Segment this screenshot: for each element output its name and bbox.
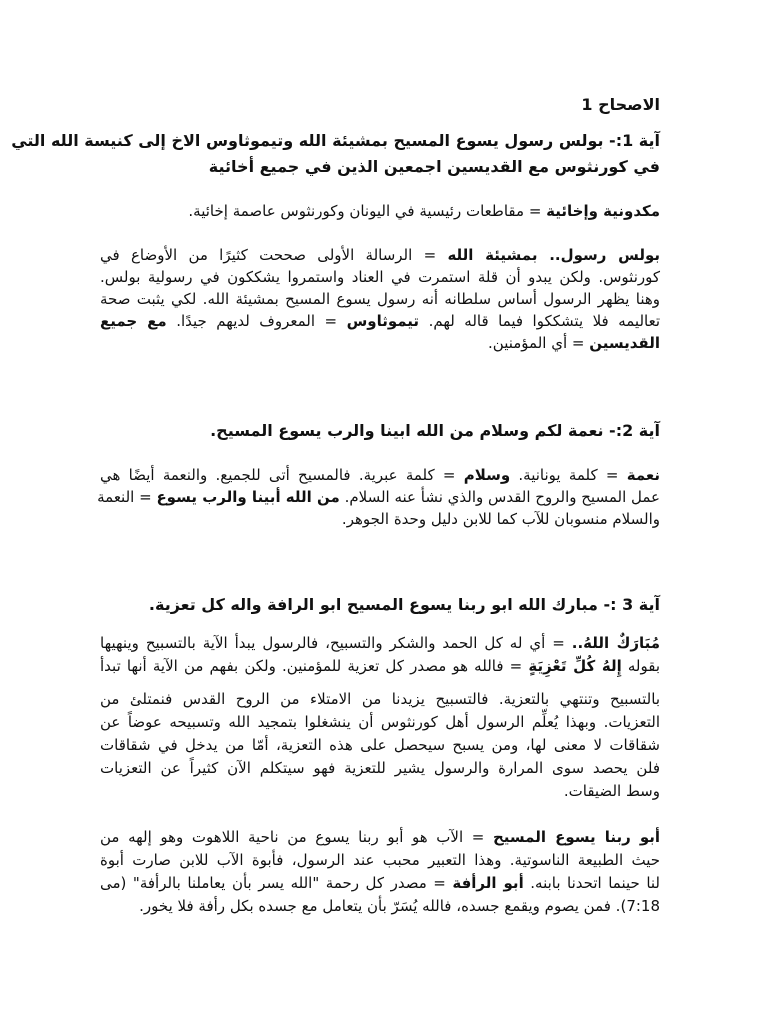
paul-paragraph-line-5 [100,332,660,354]
term: مُبَارَكٌ اللهُ.. [571,634,660,652]
father-paragraph-line-2: حيث الطبيعة الناسوتية. وهذا التعبير محبب عند الرسول، فأبوة الآب للابن صارت أبوة [100,851,660,869]
term: وسلام [463,466,511,484]
text: بقوله [621,657,660,675]
text: عمل المسيح والروح القدس والذي نشأ عنه السلام. [339,488,660,506]
text: تعاليمه فلا يتشككوا فيما قاله لهم. [419,312,660,330]
term: إِلهُ كُلِّ تَعْزِيَةٍ [528,657,622,675]
term: تيموثاوس [346,312,420,330]
term: مع جميع [100,312,167,330]
term: القديسين [589,334,660,352]
text: = مقاطعات رئيسية في اليونان وكورنثوس عاصمة إخائية. [188,202,547,220]
term: أبو الرأفة [452,874,524,892]
term: نعمة [626,466,660,484]
text: = أي له كل الحمد والشكر والتسبيح، فالرسول يبدأ الآية بالتسبيح وينهيها [100,634,572,652]
blessed-paragraph-line-6: فلن يحصد سوى المرارة والرسول يشير للتعزية فهو سيتكلم الآن كثيراً عن التعزيات [100,759,660,777]
text: = كلمة عبرية. فالمسيح أتى للجميع. والنعمة أيضًا هي [100,466,464,484]
term: مكدونية وإخائية [546,202,660,220]
verse-1-line-2: في كورنثوس مع القديسين اجمعين الذين في جميع أخائية [208,157,660,176]
blessed-paragraph-line-4: التعزيات. وبهذا يُعلِّم الرسول أهل كورنثوس أن ينشغلوا بتمجيد الله وتسبيحه عوضاً عن [100,713,660,731]
father-paragraph-line-3 [100,872,660,894]
macedonia-paragraph [100,200,660,222]
father-paragraph-line-1 [100,826,660,848]
paul-paragraph-line-4 [100,310,660,332]
verse-3: آية 3 :- مبارك الله ابو ربنا يسوع المسيح ابو الرافة واله كل تعزية. [148,595,660,614]
text: لنا حينما اتحدنا بابنه. [523,874,660,892]
text: = مصدر كل رحمة "الله يسر بأن يعاملنا بالرأفة" (مى [100,874,453,892]
text: = فالله هو مصدر كل تعزية للمؤمنين. ولكن بفهم من الآية أنها تبدأ [100,657,529,675]
blessed-paragraph-line-1 [100,632,660,654]
paul-paragraph-line-1 [100,244,660,266]
term: بولس رسول.. بمشيئة الله [447,246,661,264]
paul-paragraph-line-2: كورنثوس. ولكن يبدو أن قلة استمرت في العناد واستمروا يشككون في رسولية بولس. [100,268,660,286]
blessed-paragraph-line-5: شقاقات لا معنى لها، ومن يسبح سيحصل على هذه التعزية، أمّا من يدخل في شقاقات [100,736,660,754]
paul-paragraph-line-3: وهنا يظهر الرسول أساس سلطانه أنه رسول يسوع المسيح بمشيئة الله. لكي يثبت صحة [100,290,660,308]
text: = النعمة [97,488,157,506]
term: أبو ربنا يسوع المسيح [492,828,660,846]
grace-paragraph-line-1 [100,464,660,486]
grace-paragraph-line-2 [97,486,660,508]
text: = المعروف لديهم جيدًا. [166,312,347,330]
blessed-paragraph-line-2 [100,655,660,677]
blessed-paragraph-line-3: بالتسبيح وتنتهي بالتعزية. فالتسبيح يزيدنا من الامتلاء من الروح القدس فنمتلئ من [100,690,660,708]
father-paragraph-line-4: 7:18). فمن يصوم ويقمع جسده، فالله يُسَرّ بأن يتعامل مع جسده بكل رأفة فلا يخور. [139,897,660,915]
term: من الله أبينا والرب يسوع [156,488,340,506]
verse-2: آية 2:- نعمة لكم وسلام من الله ابينا والرب يسوع المسيح. [210,421,660,440]
text: = الرسالة الأولى صححت كثيرًا من الأوضاع في [100,246,448,264]
verse-1-line-1: آية 1:- بولس رسول يسوع المسيح بمشيئة الله وتيموثاوس الاخ إلى كنيسة الله التي [11,131,660,150]
chapter-heading: الاصحاح 1 [581,95,660,114]
text: = أي المؤمنين. [488,334,590,352]
text: = الآب هو أبو ربنا يسوع من ناحية اللاهوت وهو إلهه من [100,828,493,846]
blessed-paragraph-line-7: وسط الضيقات. [563,782,660,800]
grace-paragraph-line-3: والسلام منسوبان للآب كما للابن دليل وحدة الجوهر. [341,510,660,528]
text: = كلمة يونانية. [510,466,627,484]
